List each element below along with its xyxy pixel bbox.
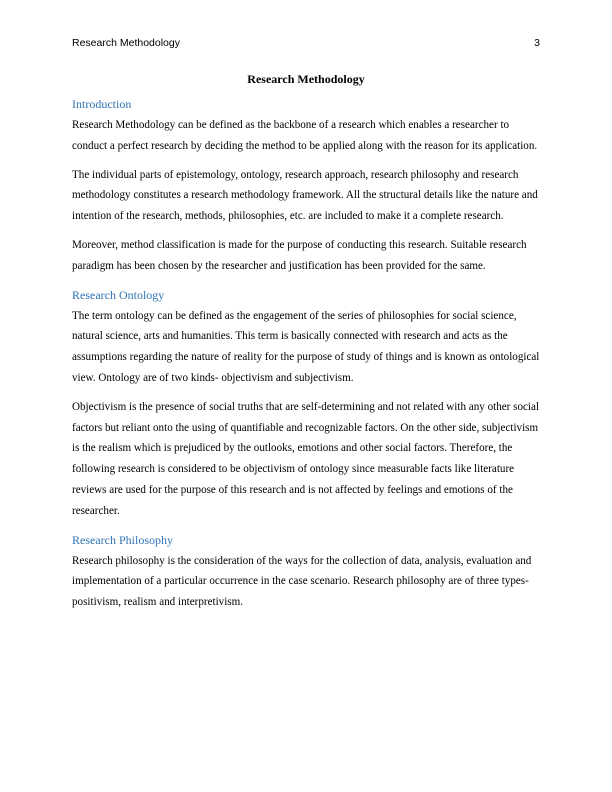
paragraph: The term ontology can be defined as the engagement of the series of philosophies for social science, natural science, arts and humanities. This term is basically connected with research and acts as the assumptions regarding the nature of reality for the purpose of study of things and is known as ontological view. Ontology are of two kinds- objectivism and subjectivism. bbox=[72, 309, 540, 384]
section-introduction bbox=[72, 96, 540, 277]
section-heading: Introduction bbox=[72, 97, 132, 111]
section-research-philosophy bbox=[72, 532, 540, 613]
paragraph: The individual parts of epistemology, ontology, research approach, research philosophy and research methodology constitutes a research methodology framework. All the structural details like the nature and intention of the research, methods, philosophies, etc. are included to make it a complete research. bbox=[72, 168, 538, 223]
paragraph: Research Methodology can be defined as the backbone of a research which enables a researcher to conduct a perfect research by deciding the method to be applied along with the reason for its application. bbox=[72, 119, 538, 152]
section-research-ontology bbox=[72, 287, 540, 522]
paragraph: Objectivism is the presence of social truths that are self-determining and not related with any other social factors but reliant onto the using of quantifiable and recognizable factors. On the other side, subjectivism is the realism which is prejudiced by the outlooks, emotions and other social factors. Therefore, the following research is considered to be objectivism of ontology since measurable facts like literature reviews are used for the purpose of this research and is not affected by feelings and emotions of the researcher. bbox=[72, 400, 540, 517]
document-body bbox=[72, 72, 540, 621]
paragraph: Moreover, method classification is made for the purpose of conducting this research. Suitable research paradigm has been chosen by the researcher and justification has been provided for the same. bbox=[72, 238, 527, 272]
document-title: Research Methodology bbox=[247, 72, 365, 86]
running-head-title: Research Methodology bbox=[72, 37, 180, 49]
section-heading: Research Ontology bbox=[72, 287, 165, 302]
paragraph: Research philosophy is the consideration of the ways for the collection of data, analysis, evaluation and implementation of a particular occurrence in the case scenario. Research philosophy are of three types- positivism, realism and interpretivism. bbox=[72, 554, 532, 609]
running-head bbox=[72, 37, 540, 49]
page-number: 3 bbox=[534, 37, 540, 49]
section-heading: Research Philosophy bbox=[72, 532, 173, 547]
